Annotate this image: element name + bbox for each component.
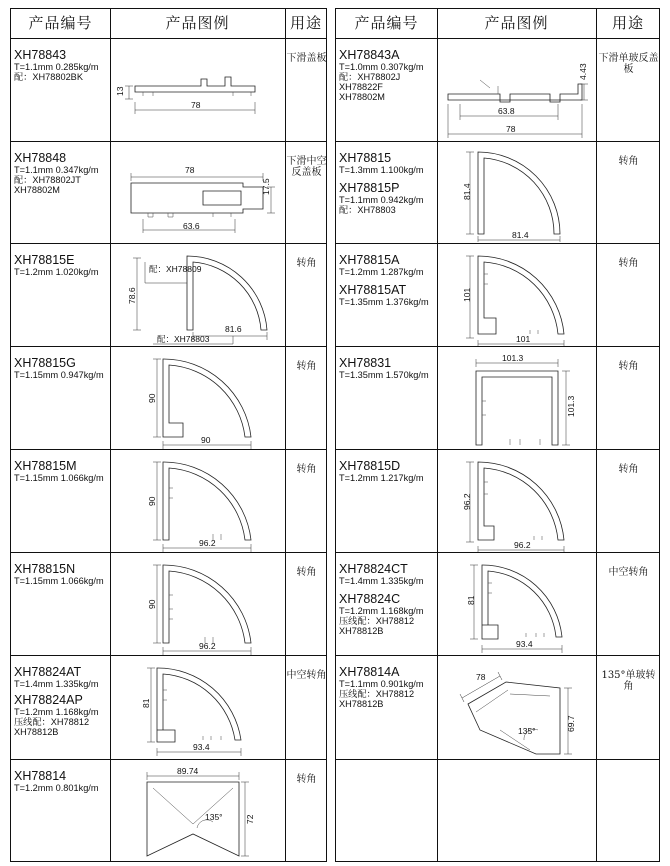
profile-drawing bbox=[113, 660, 283, 758]
svg-text:63.8: 63.8 bbox=[498, 106, 515, 116]
svg-text:配：XH78809: 配：XH78809 bbox=[149, 264, 202, 274]
product-row-xh78815d bbox=[336, 449, 659, 552]
profile-drawing bbox=[113, 454, 283, 552]
product-code: XH78814A bbox=[339, 665, 400, 679]
product-spec: T=1.2mm 0.801kg/m bbox=[14, 783, 99, 793]
product-code: XH78815G bbox=[14, 356, 76, 370]
product-spec: 压线配：XH78812 bbox=[14, 717, 90, 727]
svg-text:78: 78 bbox=[506, 124, 516, 134]
product-use: 下滑盖板 bbox=[286, 53, 327, 64]
product-spec: T=1.2mm 1.287kg/m bbox=[339, 267, 424, 277]
product-code: XH78824C bbox=[339, 592, 401, 606]
svg-text:81.4: 81.4 bbox=[512, 230, 529, 240]
svg-text:90: 90 bbox=[147, 599, 157, 609]
product-use: 转角 bbox=[296, 567, 317, 578]
profile-drawing bbox=[440, 557, 595, 655]
svg-text:101.3: 101.3 bbox=[502, 353, 524, 363]
product-code: XH78843A bbox=[339, 48, 400, 62]
product-use: 转角 bbox=[618, 464, 639, 475]
product-spec: T=1.35mm 1.570kg/m bbox=[339, 370, 429, 380]
product-row-xh78815a bbox=[336, 243, 659, 346]
svg-text:96.2: 96.2 bbox=[514, 540, 531, 550]
product-row-xh78815m bbox=[11, 449, 326, 552]
product-spec: T=1.15mm 0.947kg/m bbox=[14, 370, 104, 380]
product-code: XH78815M bbox=[14, 459, 77, 473]
product-use: 转角 bbox=[618, 258, 639, 269]
svg-text:93.4: 93.4 bbox=[516, 639, 533, 649]
svg-text:78: 78 bbox=[476, 672, 486, 682]
header-code: 产品编号 bbox=[28, 15, 93, 32]
product-row-xh78824at bbox=[11, 655, 326, 759]
product-spec: 压线配：XH78812 bbox=[339, 689, 415, 699]
product-spec: T=1.1mm 0.285kg/m bbox=[14, 62, 99, 72]
header-code: 产品编号 bbox=[354, 15, 419, 32]
svg-text:89.74: 89.74 bbox=[177, 766, 199, 776]
product-use: 转角 bbox=[618, 156, 639, 167]
profile-drawing bbox=[113, 248, 283, 346]
product-code: XH78848 bbox=[14, 151, 67, 165]
product-row-xh78815g bbox=[11, 346, 326, 449]
svg-text:96.2: 96.2 bbox=[462, 493, 472, 510]
product-spec: 配：XH78802BK bbox=[14, 72, 83, 82]
product-row-xh78815n bbox=[11, 552, 326, 655]
product-use: 转角 bbox=[296, 258, 317, 269]
header-drawing: 产品图例 bbox=[165, 15, 230, 32]
product-spec: T=1.2mm 1.020kg/m bbox=[14, 267, 99, 277]
product-use: 下滑单玻反盖板 bbox=[598, 53, 659, 75]
svg-text:81: 81 bbox=[141, 698, 151, 708]
product-spec: T=1.15mm 1.066kg/m bbox=[14, 473, 104, 483]
product-use: 转角 bbox=[296, 361, 317, 372]
svg-text:96.2: 96.2 bbox=[199, 641, 216, 651]
product-spec: 配：XH78803 bbox=[339, 205, 396, 215]
product-use: 135°单玻转角 bbox=[601, 670, 656, 692]
product-spec: XH78802M bbox=[339, 92, 385, 102]
profile-drawing bbox=[440, 454, 595, 552]
left-header-row bbox=[11, 9, 326, 38]
product-code: XH78815E bbox=[14, 253, 75, 267]
svg-text:90: 90 bbox=[201, 435, 211, 445]
product-code: XH78815N bbox=[14, 562, 76, 576]
right-header-row bbox=[336, 9, 659, 38]
product-spec: T=1.4mm 1.335kg/m bbox=[339, 576, 424, 586]
product-code: XH78815 bbox=[339, 151, 392, 165]
svg-text:78.6: 78.6 bbox=[127, 287, 137, 304]
product-use: 中空转角 bbox=[286, 670, 327, 681]
product-spec: T=1.1mm 0.347kg/m bbox=[14, 165, 99, 175]
svg-text:69.7: 69.7 bbox=[566, 715, 576, 732]
header-use: 用途 bbox=[289, 15, 322, 32]
product-spec: T=1.0mm 0.307kg/m bbox=[339, 62, 424, 72]
product-row-xh78831 bbox=[336, 346, 659, 449]
svg-text:93.4: 93.4 bbox=[193, 742, 210, 752]
svg-text:101: 101 bbox=[462, 287, 472, 302]
empty-row bbox=[336, 759, 659, 863]
product-spec: T=1.2mm 1.168kg/m bbox=[339, 606, 424, 616]
product-code: XH78815A bbox=[339, 253, 400, 267]
product-code: XH78815AT bbox=[339, 283, 407, 297]
svg-text:90: 90 bbox=[147, 496, 157, 506]
product-use: 下滑中空反盖板 bbox=[286, 156, 327, 178]
svg-text:81.4: 81.4 bbox=[462, 183, 472, 200]
product-spec: T=1.4mm 1.335kg/m bbox=[14, 679, 99, 689]
product-row-xh78848 bbox=[11, 141, 326, 243]
product-spec: T=1.35mm 1.376kg/m bbox=[339, 297, 429, 307]
svg-text:135°: 135° bbox=[518, 726, 536, 736]
product-code: XH78843 bbox=[14, 48, 67, 62]
product-spec: T=1.15mm 1.066kg/m bbox=[14, 576, 104, 586]
profile-drawing bbox=[113, 351, 283, 449]
product-spec: XH78812B bbox=[339, 626, 384, 636]
product-row-xh78815e bbox=[11, 243, 326, 346]
product-code: XH78831 bbox=[339, 356, 392, 370]
header-use: 用途 bbox=[611, 15, 644, 32]
svg-text:81: 81 bbox=[466, 595, 476, 605]
svg-text:81.6: 81.6 bbox=[225, 324, 242, 334]
profile-drawing bbox=[113, 764, 283, 862]
svg-text:101.3: 101.3 bbox=[566, 395, 576, 417]
svg-text:4.43: 4.43 bbox=[578, 63, 588, 80]
product-code: XH78814 bbox=[14, 769, 67, 783]
product-code: XH78824AP bbox=[14, 693, 83, 707]
product-row-xh78814a bbox=[336, 655, 659, 759]
product-code: XH78824AT bbox=[14, 665, 82, 679]
product-use: 中空转角 bbox=[608, 567, 649, 578]
header-drawing: 产品图例 bbox=[484, 15, 549, 32]
product-spec: T=1.2mm 1.168kg/m bbox=[14, 707, 99, 717]
product-code: XH78824CT bbox=[339, 562, 408, 576]
profile-drawing bbox=[113, 44, 283, 139]
product-spec: 配：XH78802JT bbox=[14, 175, 81, 185]
product-spec: T=1.3mm 1.100kg/m bbox=[339, 165, 424, 175]
product-row-xh78824ct bbox=[336, 552, 659, 655]
svg-text:90: 90 bbox=[147, 393, 157, 403]
svg-text:78: 78 bbox=[191, 100, 201, 110]
svg-text:101: 101 bbox=[516, 334, 531, 344]
product-row-xh78843 bbox=[11, 38, 326, 141]
svg-text:63.6: 63.6 bbox=[183, 221, 200, 231]
profile-drawing bbox=[113, 557, 283, 655]
svg-text:78: 78 bbox=[185, 165, 195, 175]
product-spec: XH78812B bbox=[339, 699, 384, 709]
product-row-xh78815 bbox=[336, 141, 659, 243]
product-row-xh78814 bbox=[11, 759, 326, 863]
profile-drawing bbox=[440, 351, 595, 449]
product-code: XH78815D bbox=[339, 459, 401, 473]
svg-text:13: 13 bbox=[115, 86, 125, 96]
product-spec: XH78812B bbox=[14, 727, 59, 737]
svg-text:配：XH78803: 配：XH78803 bbox=[157, 334, 210, 344]
product-use: 转角 bbox=[618, 361, 639, 372]
product-row-xh78843a bbox=[336, 38, 659, 141]
svg-text:17.5: 17.5 bbox=[261, 178, 271, 195]
right-catalog-table bbox=[335, 8, 660, 862]
product-spec: T=1.1mm 0.942kg/m bbox=[339, 195, 424, 205]
product-spec: XH78822F bbox=[339, 82, 383, 92]
product-spec: 配：XH78802J bbox=[339, 72, 401, 82]
product-code: XH78815P bbox=[339, 181, 400, 195]
product-spec: 压线配：XH78812 bbox=[339, 616, 415, 626]
svg-text:72: 72 bbox=[245, 814, 255, 824]
profile-drawing bbox=[440, 248, 595, 346]
product-spec: XH78802M bbox=[14, 185, 60, 195]
product-use: 转角 bbox=[296, 774, 317, 785]
profile-drawing bbox=[440, 146, 595, 242]
svg-text:96.2: 96.2 bbox=[199, 538, 216, 548]
product-spec: T=1.2mm 1.217kg/m bbox=[339, 473, 424, 483]
profile-drawing bbox=[440, 44, 595, 139]
profile-drawing bbox=[113, 147, 283, 242]
product-use: 转角 bbox=[296, 464, 317, 475]
svg-text:135°: 135° bbox=[205, 812, 223, 822]
profile-drawing bbox=[440, 660, 595, 758]
product-spec: T=1.1mm 0.901kg/m bbox=[339, 679, 424, 689]
left-catalog-table bbox=[10, 8, 327, 862]
